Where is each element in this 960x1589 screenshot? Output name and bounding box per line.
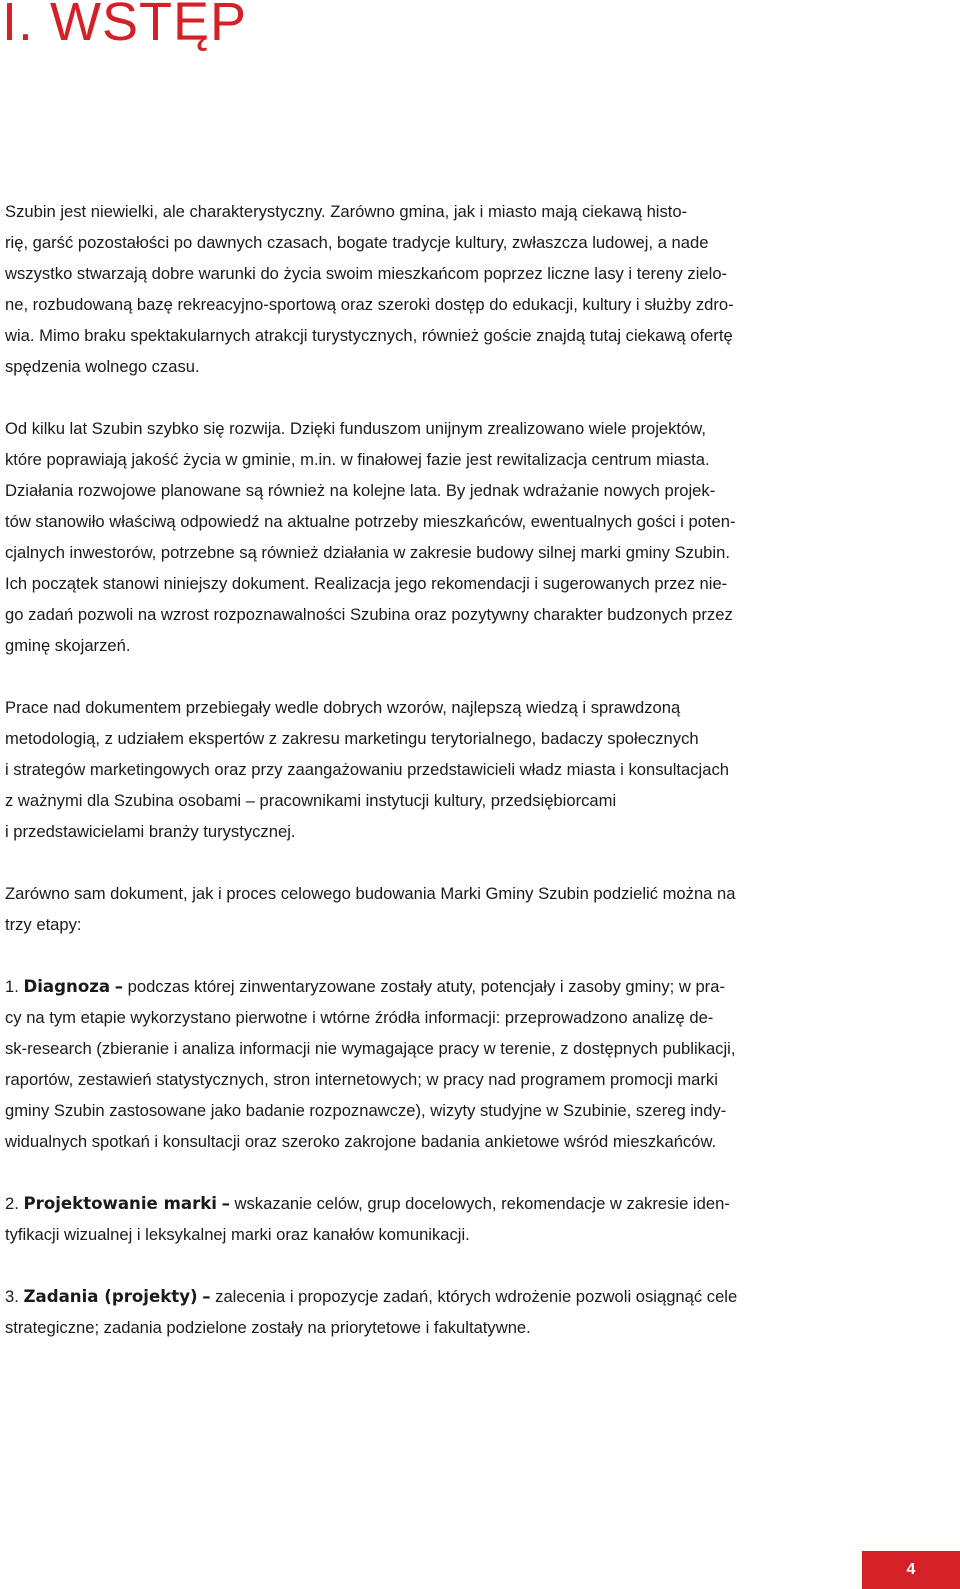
text-line: Szubin jest niewielki, ale charakterystyczny. Zarówno gmina, jak i miasto mają ciekawą histo- (5, 202, 688, 221)
text-line: rię, garść pozostałości po dawnych czasach, bogate tradycje kultury, zwłaszcza ludowej, a nade (5, 233, 709, 252)
text-line: raportów, zestawień statystycznych, stron internetowych; w pracy nad programem promocji marki (5, 1070, 718, 1089)
page-number-badge (862, 1551, 960, 1589)
intro-paragraph (5, 196, 851, 382)
text-line: wszystko stwarzają dobre warunki do życia swoim mieszkańcom poprzez liczne lasy i tereny zielo- (5, 264, 728, 283)
text-line: cy na tym etapie wykorzystano pierwotne i wtórne źródła informacji: przeprowadzono analizę de- (5, 1008, 714, 1027)
text-line: Prace nad dokumentem przebiegały wedle dobrych wzorów, najlepszą wiedzą i sprawdzoną (5, 698, 681, 717)
stage-number: 3. (5, 1287, 19, 1306)
text-line: gminę skojarzeń. (5, 636, 131, 655)
text-line: cjalnych inwestorów, potrzebne są również działania w zakresie budowy silnej marki gminy Szubin. (5, 543, 730, 562)
text-line: tów stanowiło właściwą odpowiedź na aktualne potrzeby mieszkańców, ewentualnych gości i poten- (5, 512, 736, 531)
stage-item-zadania (5, 1281, 851, 1343)
development-paragraph (5, 413, 851, 661)
stage-title: Projektowanie marki (23, 1194, 217, 1213)
text-line: które poprawiają jakość życia w gminie, m.in. w finałowej fazie jest rewitalizacja centrum miasta. (5, 450, 710, 469)
stage-dash: – (221, 1194, 230, 1213)
text-line: tyfikacji wizualnej i leksykalnej marki oraz kanałów komunikacji. (5, 1225, 470, 1244)
stage-item-diagnoza (5, 971, 851, 1157)
text-line: zalecenia i propozycje zadań, których wdrożenie pozwoli osiągnąć cele (215, 1287, 738, 1306)
stage-number: 1. (5, 977, 19, 996)
stage-item-projektowanie (5, 1188, 851, 1250)
stages-list (5, 971, 851, 1343)
stage-number: 2. (5, 1194, 19, 1213)
text-line: Działania rozwojowe planowane są również na kolejne lata. By jednak wdrażanie nowych projek- (5, 481, 716, 500)
text-line: spędzenia wolnego czasu. (5, 357, 200, 376)
methodology-paragraph (5, 692, 851, 847)
text-line: sk-research (zbieranie i analiza informacji nie wymagające pracy w terenie, z dostępnych publikacji, (5, 1039, 736, 1058)
stage-title: Zadania (projekty) (23, 1287, 198, 1306)
text-line: metodologią, z udziałem ekspertów z zakresu marketingu terytorialnego, badaczy społecznych (5, 729, 699, 748)
text-line: podczas której zinwentaryzowane zostały atuty, potencjały i zasoby gminy; w pra- (127, 977, 725, 996)
text-line: widualnych spotkań i konsultacji oraz szeroko zakrojone badania ankietowe wśród mieszkańców. (5, 1132, 717, 1151)
text-line: strategiczne; zadania podzielone zostały na priorytetowe i fakultatywne. (5, 1318, 531, 1337)
text-line: wia. Mimo braku spektakularnych atrakcji turystycznych, również goście znajdą tutaj ciekawą ofertę (5, 326, 733, 345)
stages-intro-paragraph (5, 878, 851, 940)
text-line: z ważnymi dla Szubina osobami – pracownikami instytucji kultury, przedsiębiorcami (5, 791, 617, 810)
text-line: trzy etapy: (5, 915, 82, 934)
stage-dash: – (202, 1287, 211, 1306)
text-line: go zadań pozwoli na wzrost rozpoznawalności Szubina oraz pozytywny charakter budzonych przez (5, 605, 733, 624)
text-line: Od kilku lat Szubin szybko się rozwija. Dzięki funduszom unijnym zrealizowano wiele projektów, (5, 419, 706, 438)
text-line: gminy Szubin zastosowane jako badanie rozpoznawcze), wizyty studyjne w Szubinie, szereg indy- (5, 1101, 727, 1120)
text-line: Zarówno sam dokument, jak i proces celowego budowania Marki Gminy Szubin podzielić można na (5, 884, 736, 903)
section-title: I. WSTĘP (2, 0, 248, 52)
stage-dash: – (114, 977, 123, 996)
stage-title: Diagnoza (23, 977, 111, 996)
text-line: i strategów marketingowych oraz przy zaangażowaniu przedstawicieli władz miasta i konsultacjach (5, 760, 729, 779)
body-text (5, 196, 851, 1343)
text-line: ne, rozbudowaną bazę rekreacyjno-sportową oraz szeroki dostęp do edukacji, kultury i służby zdro- (5, 295, 734, 314)
text-line: i przedstawicielami branży turystycznej. (5, 822, 296, 841)
text-line: Ich początek stanowi niniejszy dokument. Realizacja jego rekomendacji i sugerowanych przez nie- (5, 574, 728, 593)
page-number: 4 (906, 1561, 916, 1578)
text-line: wskazanie celów, grup docelowych, rekomendacje w zakresie iden- (234, 1194, 730, 1213)
